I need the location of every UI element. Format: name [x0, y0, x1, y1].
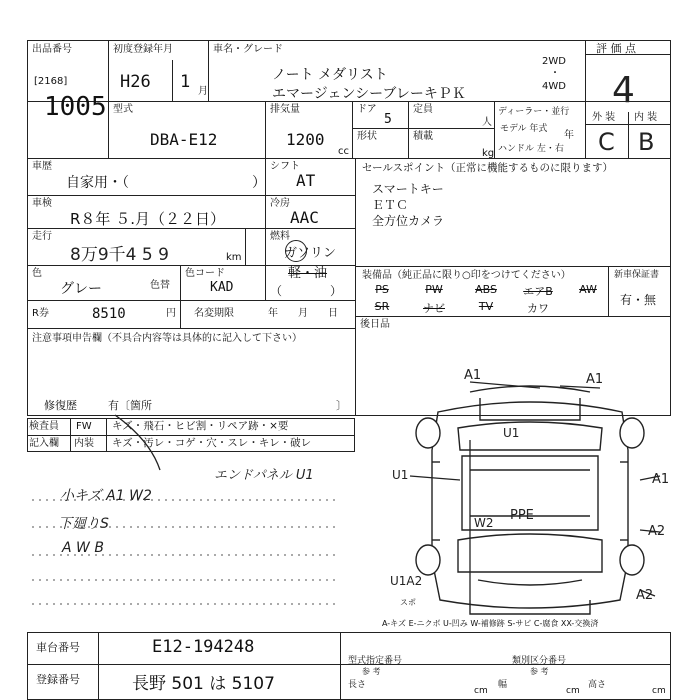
length-cm: cm: [474, 686, 488, 696]
shape-label: 形状: [357, 131, 377, 142]
lot-label: 出品番号: [32, 44, 72, 55]
lot-number: 1005: [44, 92, 107, 122]
hw-diag-a1-side: A1: [652, 472, 670, 487]
type-no-label: 型式指定番号: [348, 656, 403, 666]
rating-label: 評 価 点: [596, 42, 636, 55]
model-year-label: モデル 年式: [500, 124, 548, 134]
model-value: DBA-E12: [150, 130, 218, 149]
model-label: 型式: [113, 104, 133, 115]
hw-diag-a2-side: A2: [648, 524, 666, 539]
dealer-label: ディーラー・並行: [498, 107, 570, 117]
interior-grade: B: [638, 128, 655, 156]
history-value: 自家用・（: [66, 175, 129, 191]
load-label: 積載: [413, 131, 433, 142]
displacement-unit: cc: [338, 146, 349, 157]
name-grade-label: 車名・グレード: [213, 44, 283, 55]
height-cm: cm: [652, 686, 666, 696]
ac-label: 冷房: [270, 198, 290, 209]
fuel-diesel: 軽・油: [288, 266, 328, 281]
damage-legend: A-キズ E-ニクボ U-凹み W-補修跡 S-サビ C-腐食 XX-交換済: [382, 619, 599, 628]
warranty-value: 有・無: [620, 293, 657, 307]
hw-diag-u1-left: U1: [392, 468, 409, 482]
hw-diag-u1a2: U1A2: [390, 574, 423, 588]
car-diagram: [432, 386, 628, 614]
drive-4wd: 4WD: [542, 81, 566, 92]
col-divider: [340, 632, 341, 700]
equip-sr: SR: [374, 300, 390, 313]
fuel-gasoline: ガソリン: [284, 246, 337, 261]
car-name: ノート メダリスト: [272, 67, 388, 83]
length-label: 長さ: [348, 680, 367, 690]
interior-defects: キズ・汚レ・コゲ・穴・スレ・キレ・破レ: [112, 437, 312, 449]
hw-note-1: 小キズ A1 W2: [60, 488, 152, 504]
history-label: 車歴: [32, 161, 52, 172]
repair-value: 有〔箇所: [108, 399, 152, 412]
width-label: 幅: [498, 680, 508, 690]
doors-value: 5: [384, 112, 392, 127]
equip-abs: ABS: [475, 283, 497, 296]
load-unit: kg: [482, 148, 495, 159]
hw-diag-a2-rear: A2: [636, 588, 654, 603]
first-reg-year: H26: [120, 72, 151, 92]
shift-label: シフト: [270, 161, 300, 172]
color-code-label: 色コード: [185, 268, 225, 279]
hw-note-2: 下廻りS: [58, 516, 109, 532]
chassis-value: E12-194248: [152, 637, 255, 657]
hw-diag-w2: W2: [474, 516, 494, 530]
name-change-label: 名変期限: [194, 308, 234, 319]
mileage-unit: km: [226, 252, 242, 263]
inspection-value: R８年 ５.月（２２日）: [70, 210, 225, 228]
sales-points-label: セールスポイント（正常に機能するものに限ります）: [362, 162, 614, 174]
year-unit: 年: [564, 130, 574, 141]
first-reg-label: 初度登録年月: [113, 44, 173, 55]
sales-point-3: 全方位カメラ: [372, 214, 445, 228]
name-change-ymd: 年 月 日: [268, 308, 338, 319]
equip-ps: PS: [375, 283, 389, 296]
equipment-label: 装備品（純正品に限り○印をつけてください）: [362, 270, 571, 281]
chassis-label: 車台番号: [36, 641, 80, 654]
drive-2wd: 2WD: [542, 56, 566, 67]
equip-leather: カワ: [527, 302, 549, 315]
mileage-label: 走行: [32, 231, 52, 242]
fuel-paren: （ ）: [270, 284, 343, 298]
color-code-value: KAD: [210, 280, 234, 295]
equip-navi: ナビ: [423, 302, 445, 315]
history-close: ）: [252, 175, 266, 191]
recycle-label: R券: [32, 308, 49, 319]
inspection-label: 車検: [32, 198, 52, 209]
car-wheels: [416, 418, 644, 575]
handle-label: ハンドル 左・右: [498, 144, 564, 154]
drive-dot: ・: [550, 68, 560, 79]
width-cm: cm: [566, 686, 580, 696]
repair-close: 〕: [336, 399, 347, 412]
hw-diag-a1-right: A1: [586, 372, 604, 387]
exterior-defects: キズ・飛石・ヒビ割・リペア跡・×要: [112, 420, 289, 432]
ac-value: AAC: [290, 208, 319, 227]
color-value: グレー: [60, 281, 102, 297]
lot-sub: [2168]: [34, 76, 68, 87]
car-grade: エマージェンシーブレーキＰＫ: [272, 86, 466, 102]
sales-point-1: スマートキー: [372, 182, 444, 196]
recycle-value: 8510: [92, 306, 126, 322]
exterior-label: 外 装: [592, 112, 616, 123]
mileage-value: 8万9千4 5 9: [70, 245, 169, 265]
height-label: 高さ: [588, 680, 607, 690]
interior-row-label: 内装: [74, 438, 94, 449]
color-label: 色: [32, 268, 42, 279]
notes-label: 注意事項申告欄（不具合内容等は具体的に記入して下さい）: [32, 333, 302, 344]
hw-diag-a1-left: A1: [464, 368, 482, 383]
damage-marks: [115, 382, 660, 600]
sales-point-2: ＥＴＣ: [372, 198, 409, 212]
class-no-ref: 参 考: [530, 667, 549, 676]
capacity-unit: 人: [482, 117, 492, 128]
first-reg-month: 1: [180, 72, 191, 92]
inspector-label: 検査員: [29, 421, 59, 432]
doors-label: ドア: [357, 104, 377, 115]
month-unit: 月: [198, 86, 208, 97]
recycle-unit: 円: [166, 308, 176, 319]
capacity-label: 定員: [413, 104, 433, 115]
displacement-value: 1200: [286, 130, 325, 149]
after-items-label: 後日品: [360, 319, 390, 330]
interior-label: 内 装: [634, 112, 658, 123]
equip-pw: PW: [425, 283, 443, 296]
fw-label: FW: [76, 421, 92, 432]
hw-note-3: A W B: [62, 540, 104, 556]
class-no-label: 類別区分番号: [512, 656, 567, 666]
hw-diag-u1-top: U1: [503, 426, 520, 440]
hw-diag-ppe: PPE: [510, 508, 534, 523]
repair-label: 修復歴: [44, 399, 77, 412]
warranty-label: 新車保証書: [614, 270, 660, 280]
type-no-ref: 参 考: [362, 667, 381, 676]
displacement-label: 排気量: [270, 104, 300, 115]
entry-label: 記入欄: [29, 438, 59, 449]
spoiler-label: スポ: [400, 598, 416, 607]
rating-value: 4: [612, 70, 635, 111]
equip-tv: TV: [478, 300, 494, 313]
fuel-label: 燃料: [270, 231, 290, 242]
reg-value: 長野 501 は 5107: [132, 674, 275, 694]
col-divider: [98, 632, 99, 700]
reg-label: 登録番号: [36, 673, 80, 686]
equip-aw: AW: [579, 283, 597, 296]
equip-airbag: エアB: [523, 285, 553, 298]
color-change-label: 色替: [150, 280, 170, 291]
shift-value: AT: [296, 171, 316, 190]
exterior-grade: C: [598, 128, 615, 156]
hw-end-panel: エンドパネル U1: [214, 468, 314, 483]
